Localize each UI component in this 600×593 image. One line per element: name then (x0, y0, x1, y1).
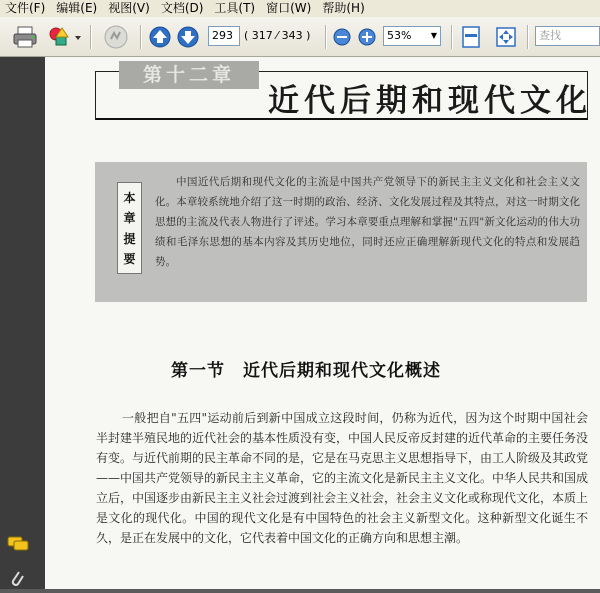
zoom-out-button[interactable] (333, 28, 351, 50)
shapes-icon (48, 25, 82, 49)
search-input[interactable]: 查找 (535, 26, 600, 46)
summary-label-char: 章 (123, 211, 136, 226)
printer-icon (12, 25, 38, 49)
page-number-input[interactable]: 293 (208, 26, 240, 46)
comments-button[interactable] (7, 535, 31, 557)
chapter-number: 第十二章 (119, 61, 259, 89)
zoom-in-button[interactable] (358, 28, 376, 50)
summary-text: 中国近代后期和现代文化的主流是中国共产党领导下的新民主主义文化和社会主义文化。本章较系统地介绍了这一时期的政治、经济、文化发展过程及其特点，对这一时期文化思想的主流及代表人物进行了评述。学习本章要重点理解和掌握"五四"新文化运动的伟大功绩和毛泽东思想的基本内容及其历史地位，同时还应正确理解新现代文化的特点和发展趋势。 (155, 176, 580, 268)
edit-tools-button[interactable] (48, 25, 82, 53)
menu-bar (0, 0, 600, 18)
comments-icon (7, 535, 31, 553)
summary-label-char: 本 (123, 190, 136, 205)
attachments-button[interactable] (9, 569, 25, 593)
toolbar (0, 17, 600, 57)
summary-label-char: 提 (123, 231, 136, 246)
toolbar-separator (527, 25, 529, 49)
toolbar-separator (451, 25, 453, 49)
expand-icon (495, 26, 517, 48)
chapter-summary (95, 162, 587, 302)
menu-edit[interactable]: 编辑(E) (56, 1, 98, 15)
toolbar-separator (325, 25, 327, 49)
hand-icon (102, 24, 130, 50)
zoom-select[interactable] (383, 26, 441, 46)
next-page-button[interactable] (177, 26, 199, 52)
body-paragraph: 一般把自"五四"运动前后到新中国成立这段时间，仍称为近代，因为这个时期中国社会半封建半殖民地的近代社会的基本性质没有变，中国人民反帝反封建的近代革命的主要任务没有变。与近代前期的民主革命不同的是，它是在马克思主义思想指导下，由工人阶级及其政党——中国共产党领导的新民主主义革命，它的主流文化是新民主主义文化。中华人民共和国成立后，中国逐步由新民主主义社会过渡到社会主义社会，社会主义文化或称现代文化，本质上是文化的现代化。中国的现代文化是有中国特色的社会主义新型文化。这种新型文化诞生不久，是正在发展中的文化，它代表着中国文化的正确方向和思想主潮。 (96, 411, 589, 545)
toolbar-separator (140, 25, 142, 49)
fit-page-button[interactable] (461, 26, 481, 52)
fit-page-icon (461, 26, 481, 48)
navigation-panel (0, 57, 45, 589)
menu-tools[interactable]: 工具(T) (214, 1, 256, 15)
arrow-up-icon (149, 26, 171, 48)
full-screen-button[interactable] (495, 26, 517, 52)
chevron-down-icon: ▼ (430, 31, 437, 40)
menu-document[interactable]: 文档(D) (160, 1, 204, 15)
menu-help[interactable]: 帮助(H) (322, 1, 365, 15)
page-count-label: ( 317 ⁄ 343 ) (244, 29, 311, 42)
print-button[interactable] (12, 25, 38, 53)
document-page (45, 57, 600, 589)
section-title: 第一节 近代后期和现代文化概述 (171, 361, 441, 381)
zoom-in-icon (358, 28, 376, 46)
menu-file[interactable]: 文件(F) (5, 1, 46, 15)
arrow-down-icon (177, 26, 199, 48)
hand-tool-button[interactable] (102, 24, 130, 54)
paperclip-icon (9, 569, 25, 589)
menu-view[interactable]: 视图(V) (108, 1, 150, 15)
zoom-out-icon (333, 28, 351, 46)
chapter-title: 近代后期和现代文化 (268, 83, 592, 119)
summary-label-char: 要 (123, 252, 136, 267)
previous-page-button[interactable] (149, 26, 171, 52)
toolbar-separator (90, 25, 92, 49)
menu-window[interactable]: 窗口(W) (266, 1, 312, 15)
zoom-value: 53% (387, 29, 412, 42)
summary-label (117, 182, 142, 274)
chapter-frame-left-line (95, 71, 96, 120)
